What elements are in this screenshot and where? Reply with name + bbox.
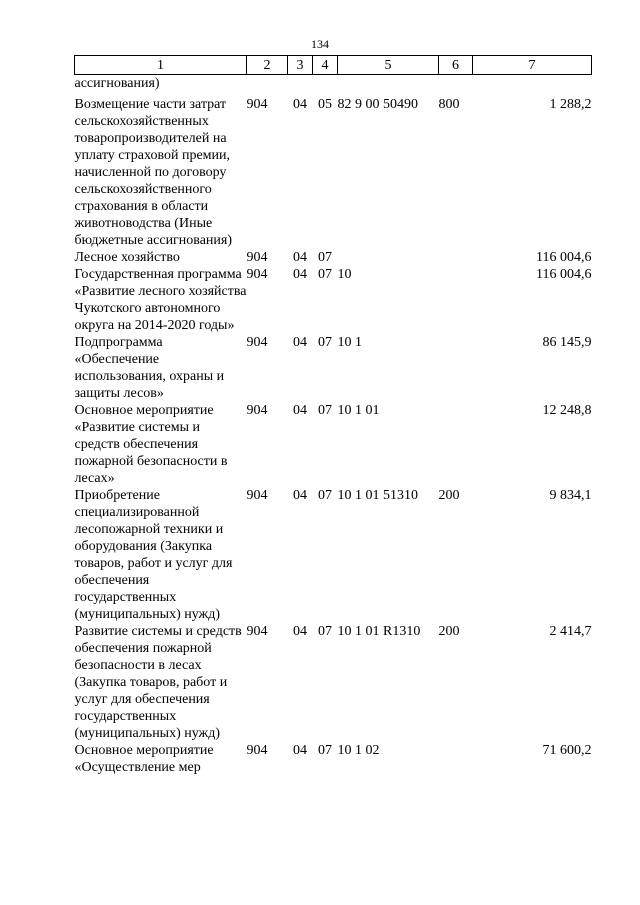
row-expense-type: 200 [438,488,460,503]
row-ministry-code: 904 [246,743,268,758]
row-ministry-code: 904 [246,624,268,639]
row-ministry-code: 904 [246,97,268,112]
row-expense-type [439,742,473,776]
row-subsection-code: 07 [318,250,332,265]
row-ministry-code: 904 [246,488,268,503]
table-row [75,742,592,776]
row-expense-type [439,402,473,487]
row-subsection-code: 07 [318,624,332,639]
row-ministry-code: 904 [246,335,268,350]
row-name: Основное мероприятие «Развитие системы и средств обеспечения пожарной безопасности в лесах» [74,403,228,486]
row-amount: 86 145,9 [542,335,592,350]
row-subsection-code: 07 [318,335,332,350]
row-expense-type [439,266,473,334]
row-target-article [338,75,439,97]
row-section-code [288,75,313,97]
row-subsection-code: 05 [318,97,332,112]
row-target-article [338,249,439,266]
row-expense-type [439,334,473,402]
column-header-7: 7 [473,56,592,75]
table-row [75,96,592,249]
column-header-2: 2 [247,56,288,75]
row-target-article: 10 1 02 [337,743,380,758]
row-name: Основное мероприятие «Осуществление мер [74,743,214,775]
row-section-code: 04 [293,250,307,265]
row-expense-type: 200 [438,624,460,639]
row-subsection-code: 07 [318,267,332,282]
row-ministry-code: 904 [246,267,268,282]
row-section-code: 04 [293,488,307,503]
row-amount: 116 004,6 [536,267,592,282]
table-row [75,266,592,334]
table-row [75,402,592,487]
table-row [75,623,592,742]
column-header-5: 5 [338,56,439,75]
row-section-code: 04 [293,743,307,758]
table-row [75,75,592,97]
row-expense-type: 800 [438,97,460,112]
column-header-6: 6 [439,56,473,75]
table-row [75,487,592,623]
row-name: Приобретение специализированной лесопожарной техники и оборудования (Закупка товаров, работ и услуг для обеспечения государственных (муниципальных) нужд) [74,488,233,622]
row-target-article: 82 9 00 50490 [337,97,418,112]
column-header-4: 4 [313,56,338,75]
row-name: Подпрограмма «Обеспечение использования, охраны и защиты лесов» [74,335,225,401]
row-amount: 12 248,8 [542,403,592,418]
row-amount: 116 004,6 [536,250,592,265]
row-amount: 9 834,1 [549,488,592,503]
table-row [75,249,592,266]
row-expense-type [439,75,473,97]
row-target-article: 10 [337,267,352,282]
row-subsection-code [313,75,338,97]
row-section-code: 04 [293,335,307,350]
table-row [75,334,592,402]
row-ministry-code: 904 [246,403,268,418]
column-header-3: 3 [288,56,313,75]
column-header-1: 1 [75,56,247,75]
row-amount [473,75,592,97]
row-amount: 1 288,2 [549,97,592,112]
row-ministry-code [247,75,288,97]
row-name: Развитие системы и средств обеспечения пожарной безопасности в лесах (Закупка товаров, работ и услуг для обеспечения государственных (муниципальных) нужд) [74,624,242,741]
row-target-article: 10 1 [337,335,362,350]
row-ministry-code: 904 [246,250,268,265]
row-section-code: 04 [293,403,307,418]
row-name: Возмещение части затрат сельскохозяйственных товаропроизводителей на уплату страховой премии, начисленной по договору сельскохозяйственного страхования в области животноводства (Иные бюджетные ассигнования) [74,97,233,248]
budget-table [74,55,592,776]
row-section-code: 04 [293,267,307,282]
row-target-article: 10 1 01 R1310 [337,624,421,639]
row-name: ассигнования) [74,76,160,91]
row-subsection-code: 07 [318,403,332,418]
row-subsection-code: 07 [318,743,332,758]
page-number: 134 [311,37,329,51]
row-expense-type [439,249,473,266]
row-section-code: 04 [293,97,307,112]
row-subsection-code: 07 [318,488,332,503]
row-section-code: 04 [293,624,307,639]
column-number-header-row [75,56,592,75]
row-amount: 2 414,7 [549,624,592,639]
row-amount: 71 600,2 [542,743,592,758]
row-name: Государственная программа «Развитие лесного хозяйства Чукотского автономного округа на 2014-2020 годы» [74,267,247,333]
row-target-article: 10 1 01 51310 [337,488,418,503]
row-target-article: 10 1 01 [337,403,380,418]
row-name: Лесное хозяйство [74,250,180,265]
